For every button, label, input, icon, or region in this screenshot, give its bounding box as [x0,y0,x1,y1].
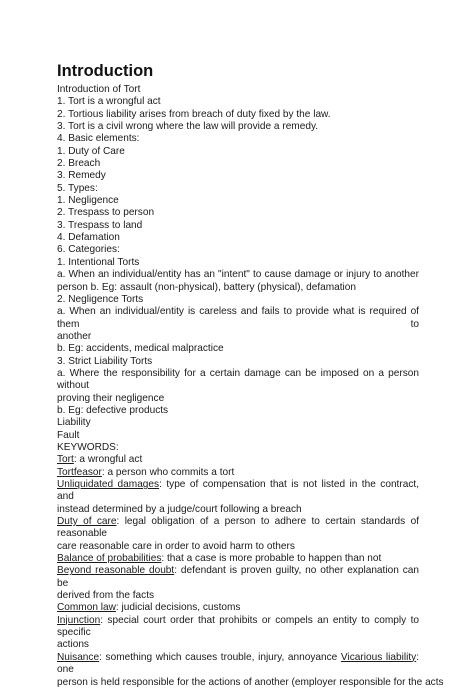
keyword-definition-continued: care reasonable care in order to avoid harm to others [57,540,295,552]
text-line: another [57,330,92,342]
text-line: 2. Trespass to person [57,207,155,219]
text-line: a. Where the responsibility for a certain damage can be imposed on a person without [57,367,419,392]
text-line: 2. Negligence Torts [57,293,144,305]
keyword-term: Injunction [57,614,101,626]
keyword-term: Duty of care [57,516,117,528]
keyword-term: Unliquidated damages [57,479,160,490]
keyword-definition: : a person who commits a tort [101,466,235,478]
text-line: 4. Defamation [57,232,120,244]
keyword-term: Nuisance [57,651,100,663]
keyword-term: Vicarious liability [340,651,417,663]
keyword-term: Common law [57,602,116,614]
keyword-definition: : type of compensation that is not listed in the contract, and [57,479,419,503]
keyword-definition: : a wrongful act [73,454,143,466]
keyword-entry [57,467,419,479]
keyword-definition: : one [57,651,419,676]
text-line: 6. Categories: [57,244,120,256]
keyword-definition: : something which causes trouble, injury, annoyance [99,651,341,663]
keyword-term: Tortfeasor [57,466,102,478]
keyword-entry [57,553,419,565]
text-line: 4. Basic elements: [57,133,140,145]
text-line: 3. Tort is a civil wrong where the law will provide a remedy. [57,121,319,133]
keyword-entry [57,565,419,590]
text-line: 3. Trespass to land [57,219,143,231]
text-line: 3. Strict Liability Torts [57,355,153,367]
keyword-term: Balance of probabilities [57,553,162,565]
text-line: a. When an individual/entity has an "intent" to cause damage or injury to another [57,269,419,281]
text-line: KEYWORDS: [57,441,119,453]
text-line: 5. Types: [57,182,98,194]
text-line: b. Eg: defective products [57,404,169,416]
keyword-definition-continued: person is held responsible for the actions of another (employer responsible for the acts [57,676,444,688]
text-line: 3. Remedy [57,170,106,182]
text-line: 2. Breach [57,158,101,170]
keyword-definition: : that a case is more probable to happen than not [161,553,382,565]
keyword-entry [57,652,419,677]
keyword-term: Beyond reasonable doubt [57,565,175,577]
keyword-term: Tort [57,454,74,466]
keyword-definition: : special court order that prohibits or compels an entity to comply to specific [57,614,419,639]
keyword-definition-continued: instead determined by a judge/court following a breach [57,503,302,515]
keyword-definition: : defendant is proven guilty, no other explanation can be [57,565,419,589]
keyword-definition-continued: derived from the facts [57,590,155,602]
text-line: 1. Intentional Torts [57,256,140,268]
text-line: 1. Tort is a wrongful act [57,96,161,108]
keyword-entry [57,454,419,466]
keyword-definition: : judicial decisions, customs [115,602,241,614]
keyword-entry [57,516,419,541]
keyword-entry [57,615,419,640]
page-title: Introduction [57,62,154,80]
keyword-entry [57,602,419,614]
text-line: person b. Eg: assault (non-physical), battery (physical), defamation [57,281,357,293]
keyword-definition: : legal obligation of a person to adhere to certain standards of reasonable [57,516,419,540]
text-line: Fault [57,429,80,441]
text-line: 1. Duty of Care [57,145,125,157]
keyword-entry [57,479,419,504]
text-line: 2. Tortious liability arises from breach of duty fixed by the law. [57,108,331,120]
text-line: a. When an individual/entity is careless and fails to provide what is required of them to [57,306,419,330]
text-line: b. Eg: accidents, medical malpractice [57,343,224,355]
text-line: Liability [57,417,91,429]
text-line: 1. Negligence [57,195,119,207]
keyword-definition-continued: actions [57,639,89,651]
text-line: proving their negligence [57,392,165,404]
text-line: Introduction of Tort [57,84,141,95]
document-body [57,84,444,689]
